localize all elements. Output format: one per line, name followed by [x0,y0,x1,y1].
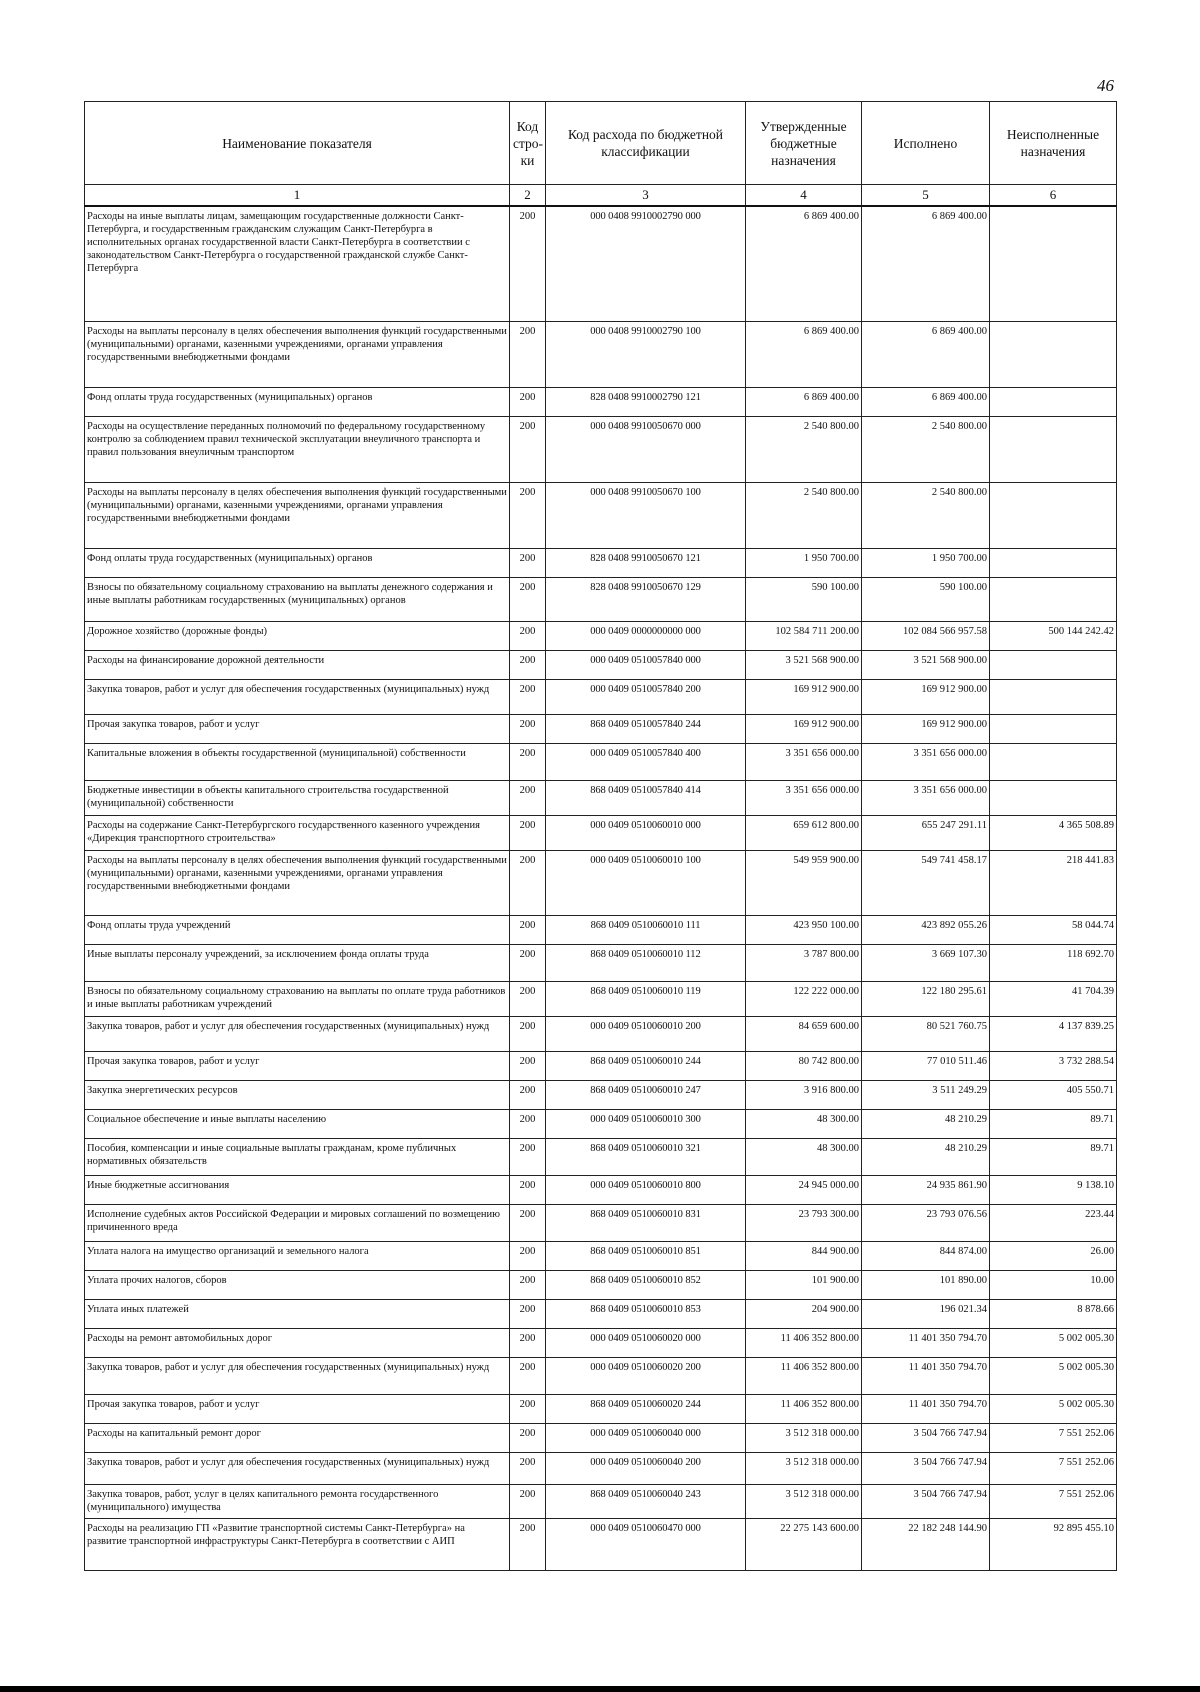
row-line-code-cell: 200 [510,1080,546,1109]
row-unexecuted-cell [990,416,1117,482]
row-line-code-cell: 200 [510,1051,546,1080]
row-executed-cell: 11 401 350 794.70 [862,1394,990,1423]
row-line-code-cell: 200 [510,1357,546,1394]
row-expense-code-cell: 000 0409 0000000000 000 [546,621,746,650]
row-line-code-cell: 200 [510,206,546,321]
row-approved-cell: 48 300.00 [746,1109,862,1138]
row-expense-code-cell: 000 0409 0510057840 200 [546,679,746,714]
row-unexecuted-cell: 223.44 [990,1204,1117,1241]
row-line-code-cell: 200 [510,1175,546,1204]
table-row [85,321,1117,387]
row-executed-cell: 11 401 350 794.70 [862,1328,990,1357]
row-unexecuted-cell: 4 365 508.89 [990,815,1117,850]
row-line-code-cell: 200 [510,1484,546,1518]
row-expense-code-cell: 868 0409 0510060040 243 [546,1484,746,1518]
row-unexecuted-cell: 58 044.74 [990,915,1117,944]
table-row [85,714,1117,743]
row-name-cell: Расходы на капитальный ремонт дорог [85,1423,510,1452]
row-approved-cell: 6 869 400.00 [746,206,862,321]
row-approved-cell: 3 521 568 900.00 [746,650,862,679]
header-executed: Исполнено [862,102,990,185]
row-approved-cell: 169 912 900.00 [746,714,862,743]
row-executed-cell: 549 741 458.17 [862,850,990,915]
row-unexecuted-cell: 8 878.66 [990,1299,1117,1328]
row-unexecuted-cell: 89.71 [990,1109,1117,1138]
table-header-row [85,102,1117,185]
header-approved: Утвержденные бюджетные назначения [746,102,862,185]
row-expense-code-cell: 000 0409 0510060010 300 [546,1109,746,1138]
row-approved-cell: 3 351 656 000.00 [746,743,862,780]
table-row [85,1518,1117,1570]
table-row [85,1452,1117,1484]
row-approved-cell: 102 584 711 200.00 [746,621,862,650]
table-row [85,780,1117,815]
row-expense-code-cell: 000 0409 0510060040 200 [546,1452,746,1484]
row-executed-cell: 169 912 900.00 [862,679,990,714]
row-expense-code-cell: 828 0408 9910002790 121 [546,387,746,416]
row-unexecuted-cell: 41 704.39 [990,981,1117,1016]
row-approved-cell: 11 406 352 800.00 [746,1357,862,1394]
row-unexecuted-cell: 89.71 [990,1138,1117,1175]
row-name-cell: Фонд оплаты труда учреждений [85,915,510,944]
row-approved-cell: 204 900.00 [746,1299,862,1328]
row-name-cell: Закупка товаров, работ и услуг для обеспечения государственных (муниципальных) нужд [85,1016,510,1051]
column-number: 5 [862,185,990,207]
row-line-code-cell: 200 [510,621,546,650]
table-row [85,743,1117,780]
row-executed-cell: 423 892 055.26 [862,915,990,944]
table-row [85,650,1117,679]
row-line-code-cell: 200 [510,1394,546,1423]
row-approved-cell: 423 950 100.00 [746,915,862,944]
row-line-code-cell: 200 [510,679,546,714]
row-executed-cell: 11 401 350 794.70 [862,1357,990,1394]
row-unexecuted-cell [990,780,1117,815]
row-line-code-cell: 200 [510,1109,546,1138]
table-row [85,981,1117,1016]
row-line-code-cell: 200 [510,915,546,944]
table-row [85,482,1117,548]
row-expense-code-cell: 000 0409 0510060010 200 [546,1016,746,1051]
row-executed-cell: 590 100.00 [862,577,990,621]
row-approved-cell: 101 900.00 [746,1270,862,1299]
row-executed-cell: 2 540 800.00 [862,482,990,548]
row-line-code-cell: 200 [510,1299,546,1328]
row-name-cell: Уплата налога на имущество организаций и земельного налога [85,1241,510,1270]
table-row [85,1394,1117,1423]
row-unexecuted-cell: 5 002 005.30 [990,1357,1117,1394]
row-name-cell: Фонд оплаты труда государственных (муниципальных) органов [85,387,510,416]
row-line-code-cell: 200 [510,981,546,1016]
row-approved-cell: 2 540 800.00 [746,416,862,482]
row-executed-cell: 6 869 400.00 [862,321,990,387]
row-name-cell: Расходы на реализацию ГП «Развитие транспортной системы Санкт-Петербурга» на развитие транспортной инфраструктуры Санкт-Петербурга в соответствии с АИП [85,1518,510,1570]
row-name-cell: Закупка энергетических ресурсов [85,1080,510,1109]
row-executed-cell: 22 182 248 144.90 [862,1518,990,1570]
row-line-code-cell: 200 [510,1452,546,1484]
table-row [85,1241,1117,1270]
row-name-cell: Бюджетные инвестиции в объекты капитального строительства государственной (муниципальной) собственности [85,780,510,815]
row-executed-cell: 6 869 400.00 [862,387,990,416]
row-unexecuted-cell: 10.00 [990,1270,1117,1299]
row-expense-code-cell: 868 0409 0510060010 247 [546,1080,746,1109]
row-expense-code-cell: 868 0409 0510060010 851 [546,1241,746,1270]
table-row [85,1080,1117,1109]
row-expense-code-cell: 868 0409 0510060020 244 [546,1394,746,1423]
row-unexecuted-cell: 7 551 252.06 [990,1452,1117,1484]
row-executed-cell: 122 180 295.61 [862,981,990,1016]
row-name-cell: Расходы на выплаты персоналу в целях обеспечения выполнения функций государственными (муниципальными) органами, казенными учреждениями, органами управления государственными внебюджетными фондами [85,482,510,548]
row-executed-cell: 102 084 566 957.58 [862,621,990,650]
row-line-code-cell: 200 [510,1270,546,1299]
row-unexecuted-cell [990,743,1117,780]
row-name-cell: Закупка товаров, работ и услуг для обеспечения государственных (муниципальных) нужд [85,1452,510,1484]
row-line-code-cell: 200 [510,387,546,416]
row-name-cell: Прочая закупка товаров, работ и услуг [85,1394,510,1423]
row-name-cell: Расходы на осуществление переданных полномочий по федеральному государственному контролю за соблюдением правил технической эксплуатации внеуличного транспорта и правил пользования внеуличным транспортом [85,416,510,482]
row-line-code-cell: 200 [510,780,546,815]
table-row [85,1175,1117,1204]
row-expense-code-cell: 000 0408 9910050670 100 [546,482,746,548]
row-approved-cell: 3 351 656 000.00 [746,780,862,815]
row-approved-cell: 3 512 318 000.00 [746,1423,862,1452]
row-line-code-cell: 200 [510,416,546,482]
row-expense-code-cell: 868 0409 0510060010 244 [546,1051,746,1080]
row-expense-code-cell: 000 0408 9910050670 000 [546,416,746,482]
row-line-code-cell: 200 [510,1016,546,1051]
row-approved-cell: 1 950 700.00 [746,548,862,577]
row-expense-code-cell: 000 0409 0510060010 100 [546,850,746,915]
row-line-code-cell: 200 [510,650,546,679]
row-approved-cell: 122 222 000.00 [746,981,862,1016]
row-name-cell: Закупка товаров, работ и услуг для обеспечения государственных (муниципальных) нужд [85,679,510,714]
row-expense-code-cell: 868 0409 0510060010 112 [546,944,746,981]
row-approved-cell: 48 300.00 [746,1138,862,1175]
row-name-cell: Капитальные вложения в объекты государственной (муниципальной) собственности [85,743,510,780]
row-name-cell: Расходы на ремонт автомобильных дорог [85,1328,510,1357]
row-executed-cell: 101 890.00 [862,1270,990,1299]
table-row [85,387,1117,416]
row-unexecuted-cell: 5 002 005.30 [990,1394,1117,1423]
row-executed-cell: 169 912 900.00 [862,714,990,743]
row-executed-cell: 3 521 568 900.00 [862,650,990,679]
row-executed-cell: 3 504 766 747.94 [862,1452,990,1484]
row-unexecuted-cell [990,679,1117,714]
table-row [85,1138,1117,1175]
row-unexecuted-cell [990,321,1117,387]
row-executed-cell: 655 247 291.11 [862,815,990,850]
budget-execution-table [84,101,1117,1571]
row-expense-code-cell: 000 0409 0510060470 000 [546,1518,746,1570]
row-approved-cell: 23 793 300.00 [746,1204,862,1241]
row-unexecuted-cell [990,482,1117,548]
row-line-code-cell: 200 [510,577,546,621]
row-unexecuted-cell: 218 441.83 [990,850,1117,915]
row-name-cell: Прочая закупка товаров, работ и услуг [85,714,510,743]
row-approved-cell: 80 742 800.00 [746,1051,862,1080]
row-expense-code-cell: 868 0409 0510057840 244 [546,714,746,743]
column-number: 1 [85,185,510,207]
column-number: 2 [510,185,546,207]
row-expense-code-cell: 868 0409 0510060010 119 [546,981,746,1016]
row-name-cell: Социальное обеспечение и иные выплаты населению [85,1109,510,1138]
row-approved-cell: 11 406 352 800.00 [746,1328,862,1357]
row-line-code-cell: 200 [510,1241,546,1270]
table-row [85,416,1117,482]
row-approved-cell: 659 612 800.00 [746,815,862,850]
table-row [85,621,1117,650]
table-row [85,1204,1117,1241]
row-approved-cell: 22 275 143 600.00 [746,1518,862,1570]
row-expense-code-cell: 000 0408 9910002790 000 [546,206,746,321]
row-line-code-cell: 200 [510,1138,546,1175]
row-unexecuted-cell [990,650,1117,679]
column-number: 4 [746,185,862,207]
row-expense-code-cell: 000 0409 0510060010 000 [546,815,746,850]
header-line-code: Код стро-ки [510,102,546,185]
row-line-code-cell: 200 [510,1328,546,1357]
row-name-cell: Дорожное хозяйство (дорожные фонды) [85,621,510,650]
row-executed-cell: 3 504 766 747.94 [862,1484,990,1518]
table-row [85,1484,1117,1518]
row-approved-cell: 3 916 800.00 [746,1080,862,1109]
row-executed-cell: 3 669 107.30 [862,944,990,981]
table-row [85,548,1117,577]
row-approved-cell: 590 100.00 [746,577,862,621]
row-name-cell: Иные бюджетные ассигнования [85,1175,510,1204]
column-number: 3 [546,185,746,207]
row-line-code-cell: 200 [510,1518,546,1570]
column-number: 6 [990,185,1117,207]
row-expense-code-cell: 000 0409 0510060020 200 [546,1357,746,1394]
row-name-cell: Расходы на финансирование дорожной деятельности [85,650,510,679]
row-expense-code-cell: 868 0409 0510060010 831 [546,1204,746,1241]
row-unexecuted-cell: 7 551 252.06 [990,1484,1117,1518]
row-unexecuted-cell: 405 550.71 [990,1080,1117,1109]
row-unexecuted-cell: 3 732 288.54 [990,1051,1117,1080]
row-approved-cell: 3 512 318 000.00 [746,1452,862,1484]
row-line-code-cell: 200 [510,1204,546,1241]
row-approved-cell: 3 787 800.00 [746,944,862,981]
table-row [85,850,1117,915]
row-expense-code-cell: 868 0409 0510060010 853 [546,1299,746,1328]
row-unexecuted-cell: 5 002 005.30 [990,1328,1117,1357]
row-expense-code-cell: 000 0409 0510057840 000 [546,650,746,679]
table-row [85,815,1117,850]
row-approved-cell: 84 659 600.00 [746,1016,862,1051]
column-number-row [85,185,1117,207]
row-name-cell: Прочая закупка товаров, работ и услуг [85,1051,510,1080]
row-name-cell: Закупка товаров, работ, услуг в целях капитального ремонта государственного (муниципального) имущества [85,1484,510,1518]
row-approved-cell: 24 945 000.00 [746,1175,862,1204]
row-unexecuted-cell: 7 551 252.06 [990,1423,1117,1452]
row-unexecuted-cell: 500 144 242.42 [990,621,1117,650]
row-line-code-cell: 200 [510,482,546,548]
row-unexecuted-cell [990,714,1117,743]
row-line-code-cell: 200 [510,743,546,780]
table-row [85,1051,1117,1080]
row-unexecuted-cell: 92 895 455.10 [990,1518,1117,1570]
row-unexecuted-cell [990,387,1117,416]
header-unexecuted: Неисполненные назначения [990,102,1117,185]
row-executed-cell: 80 521 760.75 [862,1016,990,1051]
row-name-cell: Расходы на выплаты персоналу в целях обеспечения выполнения функций государственными (муниципальными) органами, казенными учреждениями, органами управления государственными внебюджетными фондами [85,850,510,915]
row-approved-cell: 844 900.00 [746,1241,862,1270]
row-executed-cell: 48 210.29 [862,1138,990,1175]
row-name-cell: Взносы по обязательному социальному страхованию на выплаты денежного содержания и иные выплаты работникам государственных (муниципальных) органов [85,577,510,621]
row-approved-cell: 6 869 400.00 [746,321,862,387]
row-unexecuted-cell: 4 137 839.25 [990,1016,1117,1051]
row-executed-cell: 6 869 400.00 [862,206,990,321]
table-row [85,1423,1117,1452]
table-row [85,206,1117,321]
table-body [85,206,1117,1570]
row-line-code-cell: 200 [510,944,546,981]
row-name-cell: Расходы на выплаты персоналу в целях обеспечения выполнения функций государственными (муниципальными) органами, казенными учреждениями, органами управления государственными внебюджетными фондами [85,321,510,387]
row-name-cell: Расходы на иные выплаты лицам, замещающим государственные должности Санкт-Петербурга, и государственным гражданским служащим Санкт-Петербурга в исполнительных органах государственной власти Санкт-Петербурга в соответствии с законодательством Санкт-Петербурга о государственной гражданской службе Санкт-Петербурга [85,206,510,321]
row-expense-code-cell: 000 0409 0510060010 800 [546,1175,746,1204]
row-executed-cell: 3 351 656 000.00 [862,743,990,780]
row-name-cell: Фонд оплаты труда государственных (муниципальных) органов [85,548,510,577]
row-expense-code-cell: 000 0408 9910002790 100 [546,321,746,387]
row-executed-cell: 77 010 511.46 [862,1051,990,1080]
page-number: 46 [1097,76,1114,95]
row-name-cell: Уплата прочих налогов, сборов [85,1270,510,1299]
row-unexecuted-cell [990,206,1117,321]
row-line-code-cell: 200 [510,850,546,915]
row-executed-cell: 23 793 076.56 [862,1204,990,1241]
row-executed-cell: 1 950 700.00 [862,548,990,577]
row-expense-code-cell: 868 0409 0510057840 414 [546,780,746,815]
row-unexecuted-cell: 9 138.10 [990,1175,1117,1204]
row-line-code-cell: 200 [510,321,546,387]
table-row [85,679,1117,714]
row-name-cell: Уплата иных платежей [85,1299,510,1328]
row-approved-cell: 169 912 900.00 [746,679,862,714]
row-line-code-cell: 200 [510,1423,546,1452]
row-expense-code-cell: 868 0409 0510060010 321 [546,1138,746,1175]
row-executed-cell: 24 935 861.90 [862,1175,990,1204]
table-row [85,1357,1117,1394]
table-row [85,1016,1117,1051]
row-name-cell: Иные выплаты персоналу учреждений, за исключением фонда оплаты труда [85,944,510,981]
table-row [85,1299,1117,1328]
row-name-cell: Пособия, компенсации и иные социальные выплаты гражданам, кроме публичных нормативных обязательств [85,1138,510,1175]
row-unexecuted-cell: 118 692.70 [990,944,1117,981]
row-executed-cell: 844 874.00 [862,1241,990,1270]
row-approved-cell: 3 512 318 000.00 [746,1484,862,1518]
row-approved-cell: 549 959 900.00 [746,850,862,915]
row-line-code-cell: 200 [510,548,546,577]
row-name-cell: Закупка товаров, работ и услуг для обеспечения государственных (муниципальных) нужд [85,1357,510,1394]
row-unexecuted-cell: 26.00 [990,1241,1117,1270]
table-row [85,1109,1117,1138]
header-expense-code: Код расхода по бюджетной классификации [546,102,746,185]
row-approved-cell: 11 406 352 800.00 [746,1394,862,1423]
table-row [85,1328,1117,1357]
row-expense-code-cell: 868 0409 0510060010 852 [546,1270,746,1299]
header-indicator-name: Наименование показателя [85,102,510,185]
table-row [85,1270,1117,1299]
row-executed-cell: 3 351 656 000.00 [862,780,990,815]
row-name-cell: Исполнение судебных актов Российской Федерации и мировых соглашений по возмещению причиненного вреда [85,1204,510,1241]
row-line-code-cell: 200 [510,815,546,850]
row-executed-cell: 3 511 249.29 [862,1080,990,1109]
row-expense-code-cell: 868 0409 0510060010 111 [546,915,746,944]
row-executed-cell: 2 540 800.00 [862,416,990,482]
bottom-border-rule [0,1686,1200,1692]
row-approved-cell: 6 869 400.00 [746,387,862,416]
row-line-code-cell: 200 [510,714,546,743]
row-expense-code-cell: 000 0409 0510060020 000 [546,1328,746,1357]
table-row [85,944,1117,981]
table-row [85,577,1117,621]
row-unexecuted-cell [990,577,1117,621]
table-row [85,915,1117,944]
row-expense-code-cell: 000 0409 0510060040 000 [546,1423,746,1452]
row-expense-code-cell: 828 0408 9910050670 121 [546,548,746,577]
row-name-cell: Взносы по обязательному социальному страхованию на выплаты по оплате труда работников и иные выплаты работникам учреждений [85,981,510,1016]
row-unexecuted-cell [990,548,1117,577]
row-executed-cell: 48 210.29 [862,1109,990,1138]
row-expense-code-cell: 000 0409 0510057840 400 [546,743,746,780]
row-executed-cell: 196 021.34 [862,1299,990,1328]
row-name-cell: Расходы на содержание Санкт-Петербургского государственного казенного учреждения «Дирекция транспортного строительства» [85,815,510,850]
row-approved-cell: 2 540 800.00 [746,482,862,548]
row-expense-code-cell: 828 0408 9910050670 129 [546,577,746,621]
row-executed-cell: 3 504 766 747.94 [862,1423,990,1452]
